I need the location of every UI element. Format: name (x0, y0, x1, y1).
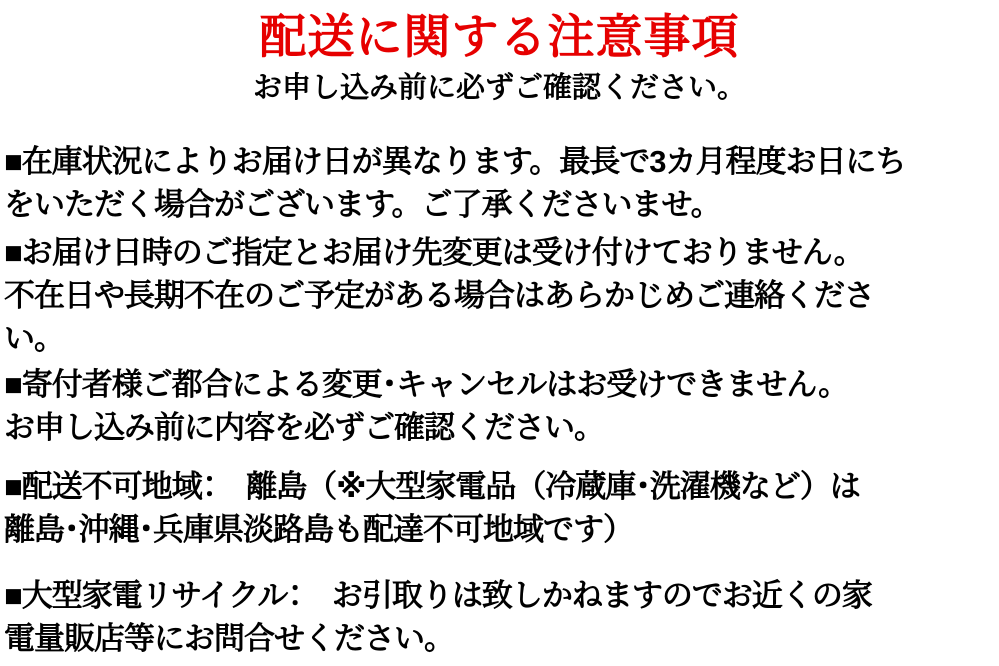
notice-paragraph-stock (4, 140, 997, 226)
notice-line: ■配送不可地域： 離島（※大型家電品（冷蔵庫･洗濯機など）は (4, 469, 860, 504)
page-subtitle: お申し込み前に必ずご確認ください。 (252, 72, 746, 104)
page-title: 配送に関する注意事項 (259, 10, 740, 63)
notice-paragraph-undeliverable-areas (4, 465, 997, 551)
notice-line: い。 (4, 321, 64, 356)
notice-line: 不在日や長期不在のご予定がある場合はあらかじめご連絡くださ (4, 278, 874, 313)
notice-paragraph-recycling (4, 574, 997, 660)
notice-line: ■お届け日時のご指定とお届け先変更は受け付けておりません。 (4, 235, 864, 270)
notice-body (0, 140, 999, 660)
notice-paragraph-no-cancel (4, 363, 997, 449)
notice-line: をいただく場合がございます。ご了承くださいませ。 (4, 187, 721, 222)
notice-line: ■在庫状況によりお届け日が異なります。最長で3カ月程度お日にち (4, 144, 906, 179)
notice-line: 電量販店等にお問合せください。 (4, 621, 454, 656)
notice-line: お申し込み前に内容を必ずご確認ください。 (4, 410, 604, 445)
notice-paragraph-no-date (4, 231, 997, 360)
notice-line: 離島･沖縄･兵庫県淡路島も配達不可地域です） (4, 512, 633, 547)
notice-line: ■寄付者様ご都合による変更･キャンセルはお受けできません。 (4, 367, 849, 402)
notice-line: ■大型家電リサイクル： お引取りは致しかねますのでお近くの家 (4, 578, 872, 613)
